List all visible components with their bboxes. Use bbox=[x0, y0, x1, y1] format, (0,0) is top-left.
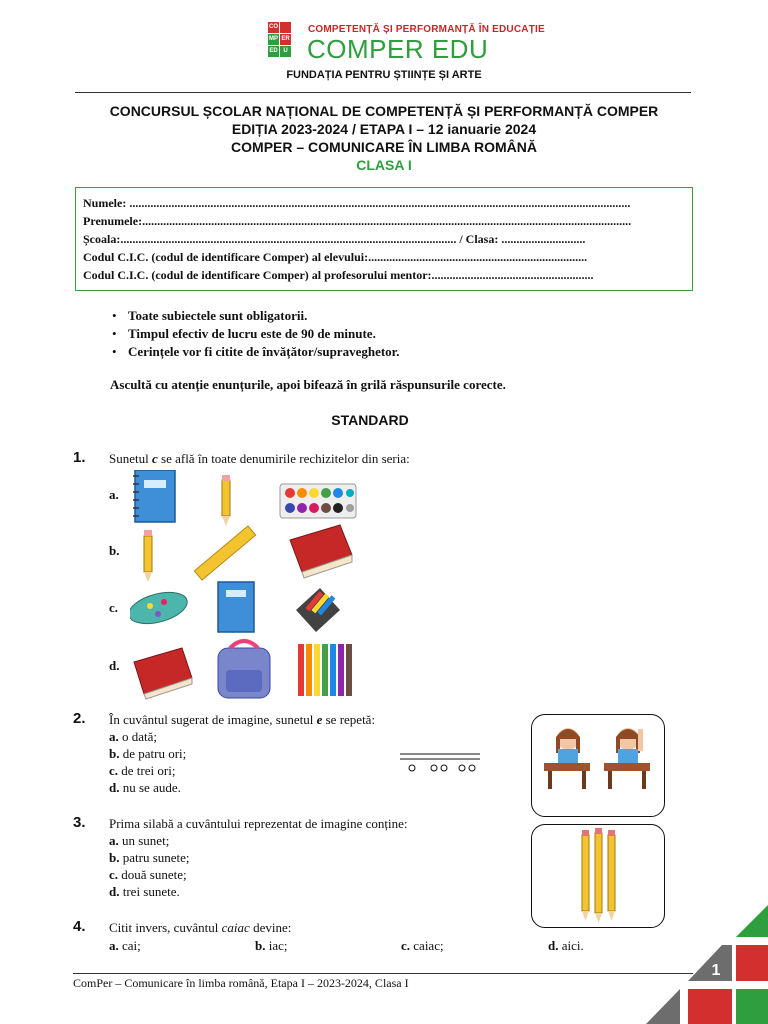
option-label: a. bbox=[109, 487, 119, 502]
logo-cell: CO bbox=[268, 22, 279, 33]
watercolor-icon bbox=[280, 484, 356, 518]
school-field[interactable]: Școala:................................................................................................................ / Clasa: ............................ bbox=[83, 232, 586, 246]
answer-option[interactable]: a. o dată; bbox=[109, 729, 158, 744]
edition-title: EDIȚIA 2023-2024 / ETAPA I – 12 ianuarie 2024 bbox=[231, 121, 537, 137]
footer-text: ComPer – Comunicare în limba română, Etapa I – 2023-2024, Clasa I bbox=[73, 976, 409, 990]
backpack-icon bbox=[218, 641, 270, 698]
pupil-icon bbox=[544, 728, 590, 789]
name-field[interactable]: Numele: ....................................................................................................................................................................... bbox=[83, 196, 631, 210]
subject-title: COMPER – COMUNICARE ÎN LIMBA ROMÂNĂ bbox=[231, 139, 537, 155]
section-title: STANDARD bbox=[331, 412, 409, 428]
class-title: CLASA I bbox=[356, 157, 412, 173]
markers-icon bbox=[298, 644, 354, 696]
logo-cell: MP bbox=[268, 34, 279, 45]
answer-option[interactable]: d. nu se aude. bbox=[109, 780, 181, 795]
answer-option[interactable]: c. caiac; bbox=[401, 938, 444, 953]
answer-option[interactable]: b. iac; bbox=[255, 938, 288, 953]
question-number: 2. bbox=[73, 710, 86, 727]
pupils-at-desk-image bbox=[532, 715, 664, 816]
question-number: 4. bbox=[73, 918, 86, 935]
identity-box bbox=[75, 187, 693, 291]
option-label: c. bbox=[109, 600, 119, 615]
question-text: Citit invers, cuvântul caiac devine: bbox=[109, 920, 292, 935]
rule-item: Timpul efectiv de lucru este de 90 de minute. bbox=[128, 326, 376, 341]
syllable-scheme-icon bbox=[398, 752, 482, 774]
logo-cell: U bbox=[280, 46, 291, 57]
header-divider bbox=[75, 92, 691, 93]
school-supplies-images bbox=[130, 470, 360, 700]
pencil-icon bbox=[144, 530, 152, 582]
logo-brand: COMPER EDU bbox=[307, 34, 489, 64]
pencil-icon bbox=[222, 475, 230, 526]
answer-option[interactable]: b. patru sunete; bbox=[109, 850, 190, 865]
answer-option[interactable]: b. de patru ori; bbox=[109, 746, 187, 761]
logo-cell: ED bbox=[268, 46, 279, 57]
instruction: Ascultă cu atenție enunțurile, apoi bifează în grilă răspunsurile corecte. bbox=[110, 377, 506, 392]
pencil-case-icon bbox=[130, 587, 191, 630]
option-label: b. bbox=[109, 543, 120, 558]
logo-mark bbox=[268, 22, 304, 58]
pencil-icon bbox=[582, 830, 589, 921]
ruler-icon bbox=[194, 526, 255, 580]
rule-item: Toate subiectele sunt obligatorii. bbox=[128, 308, 308, 323]
notebook-icon bbox=[218, 582, 254, 632]
student-code-field[interactable]: Codul C.I.C. (codul de identificare Comper) al elevului:......................................................................... bbox=[83, 250, 588, 264]
contest-title: CONCURSUL ȘCOLAR NAȚIONAL DE COMPETENȚĂ ȘI PERFORMANȚĂ COMPER bbox=[109, 103, 659, 119]
bullet-icon: • bbox=[112, 326, 117, 341]
book-icon bbox=[134, 648, 192, 699]
pencil-icon bbox=[595, 828, 602, 923]
crayons-icon bbox=[296, 588, 340, 632]
answer-option[interactable]: d. aici. bbox=[548, 938, 584, 953]
logo-cell: ER bbox=[280, 34, 291, 45]
option-label: d. bbox=[109, 658, 120, 673]
question-number: 3. bbox=[73, 814, 86, 831]
bullet-icon: • bbox=[112, 308, 117, 323]
answer-option[interactable]: c. două sunete; bbox=[109, 867, 187, 882]
notebook-icon bbox=[133, 470, 175, 522]
page-number: 1 bbox=[711, 962, 721, 979]
book-icon bbox=[290, 525, 352, 578]
question-number: 1. bbox=[73, 449, 86, 466]
pencil-icon bbox=[608, 830, 615, 921]
question-text: Prima silabă a cuvântului reprezentat de imagine conține: bbox=[109, 816, 408, 831]
question-text: În cuvântul sugerat de imagine, sunetul e se repetă: bbox=[109, 712, 376, 727]
answer-option[interactable]: a. cai; bbox=[109, 938, 141, 953]
rule-item: Cerințele vor fi citite de învățător/supraveghetor. bbox=[128, 344, 400, 359]
answer-option[interactable]: a. un sunet; bbox=[109, 833, 170, 848]
logo-tagline: COMPETENȚĂ ȘI PERFORMANȚĂ ÎN EDUCAȚIE bbox=[308, 24, 545, 35]
pupil-raising-hand-icon bbox=[604, 728, 650, 789]
footer-divider bbox=[73, 973, 693, 974]
answer-option[interactable]: c. de trei ori; bbox=[109, 763, 176, 778]
teacher-code-field[interactable]: Codul C.I.C. (codul de identificare Comper) al profesorului mentor:...................................................... bbox=[83, 268, 594, 282]
bullet-icon: • bbox=[112, 344, 117, 359]
question-text: Sunetul c se află în toate denumirile rechizitelor din seria: bbox=[109, 451, 410, 466]
logo-cell bbox=[280, 22, 291, 33]
pupils-image-box bbox=[531, 714, 665, 817]
answer-option[interactable]: d. trei sunete. bbox=[109, 884, 180, 899]
foundation-name: FUNDAȚIA PENTRU ȘTIINȚE ȘI ARTE bbox=[286, 69, 482, 81]
firstname-field[interactable]: Prenumele:................................................................................................................................................................... bbox=[83, 214, 632, 228]
